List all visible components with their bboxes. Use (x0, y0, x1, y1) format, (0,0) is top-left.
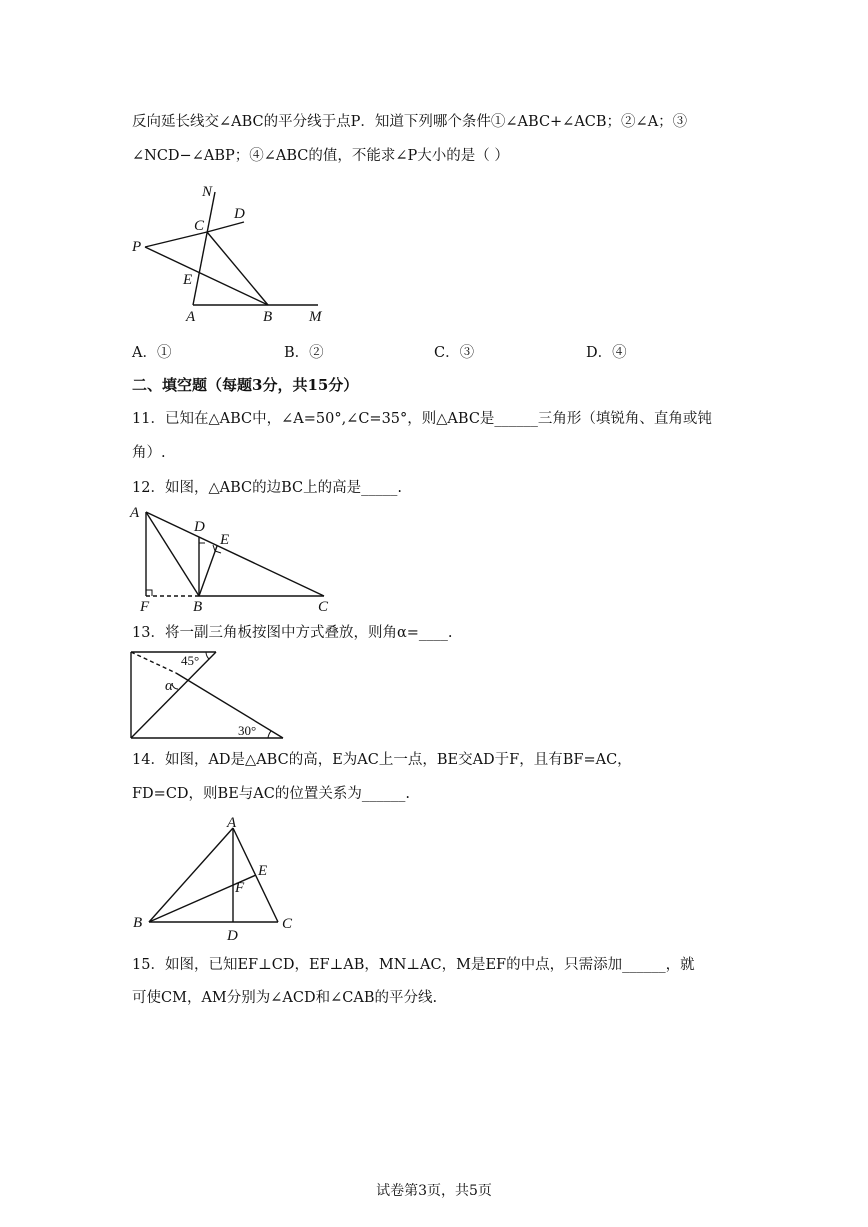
q14-label-a: A (227, 815, 237, 831)
q13-label-30: 30° (238, 723, 257, 738)
q14-label-f: F (235, 880, 245, 896)
q14-label-b: B (133, 915, 143, 931)
page-footer: 试卷第3页，共5页 (376, 1183, 492, 1199)
q10-label-a: A (186, 309, 196, 325)
q11-text-line2: 角）. (132, 445, 166, 461)
q10-label-c: C (194, 218, 205, 234)
q10-label-m: M (309, 309, 322, 325)
q12-label-e: E (220, 532, 230, 548)
q12-label-b: B (193, 599, 203, 615)
q15-text-line1: 15．如图，已知EF⊥CD，EF⊥AB，MN⊥AC，M是EF的中点，只需添加______，就 (132, 957, 695, 973)
q14-text-line1: 14．如图，AD是△ABC的高，E为AC上一点，BE交AD于F，且有BF=AC， (132, 752, 632, 768)
q13-label-alpha: α (165, 678, 173, 694)
q10-label-d: D (234, 206, 245, 222)
q13-figure (128, 648, 288, 743)
q14-label-e: E (258, 863, 268, 879)
q11-text-line1: 11．已知在△ABC中，∠A=50°,∠C=35°，则△ABC是______三角形（填锐角、直角或钝 (132, 411, 712, 427)
q14-label-c: C (282, 916, 293, 932)
q12-text-line1: 12．如图，△ABC的边BC上的高是_____. (132, 480, 402, 496)
q10-option-a[interactable]: A．① (132, 345, 172, 361)
q13-label-45: 45° (181, 653, 200, 668)
q12-label-d: D (194, 519, 205, 535)
q12-label-c: C (318, 599, 329, 615)
q10-label-n: N (202, 184, 213, 200)
q10-label-b: B (263, 309, 273, 325)
q10-label-p: P (132, 239, 142, 255)
q10-label-e: E (183, 272, 193, 288)
q13-text-line1: 13．将一副三角板按图中方式叠放，则角α=____. (132, 625, 453, 641)
q14-figure (128, 810, 308, 945)
q12-figure (128, 500, 348, 618)
q10-option-c[interactable]: C．③ (434, 345, 475, 361)
q10-option-b[interactable]: B．② (284, 345, 324, 361)
q14-text-line2: FD=CD，则BE与AC的位置关系为______. (132, 786, 410, 802)
q10-option-d[interactable]: D．④ (586, 345, 627, 361)
q10-text-line2: ∠NCD−∠ABP；④∠ABC的值，不能求∠P大小的是（ ） (132, 148, 509, 164)
q12-label-a: A (130, 505, 140, 521)
q12-label-f: F (140, 599, 150, 615)
q15-text-line2: 可使CM，AM分别为∠ACD和∠CAB的平分线. (132, 990, 438, 1006)
q10-text-line1: 反向延长线交∠ABC的平分线于点P．知道下列哪个条件①∠ABC+∠ACB；②∠A；③ (132, 114, 688, 130)
q10-figure (120, 180, 340, 330)
q14-label-d: D (227, 928, 238, 944)
section-heading: 二、填空题（每题3分，共15分） (132, 376, 359, 394)
